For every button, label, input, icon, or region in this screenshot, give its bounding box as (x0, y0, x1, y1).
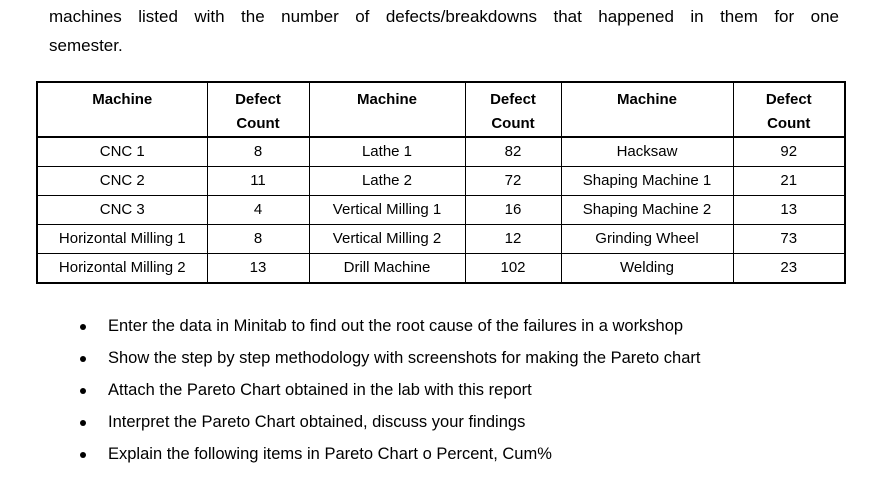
table-cell: 72 (465, 167, 561, 196)
list-item (80, 375, 701, 407)
table-cell: 8 (207, 137, 309, 167)
table-row (37, 167, 845, 196)
table-cell: CNC 3 (37, 196, 207, 225)
table-cell: Shaping Machine 1 (561, 167, 733, 196)
table-row (37, 137, 845, 167)
list-item (80, 407, 701, 439)
table-cell: Lathe 1 (309, 137, 465, 167)
table-row (37, 225, 845, 254)
table-cell: Lathe 2 (309, 167, 465, 196)
list-item-text: Enter the data in Minitab to find out the root cause of the failures in a workshop (108, 317, 684, 335)
bullet-dot-icon (80, 356, 86, 362)
table-cell: 12 (465, 225, 561, 254)
table-cell: Horizontal Milling 1 (37, 225, 207, 254)
bullet-dot-icon (80, 324, 86, 330)
list-item (80, 343, 701, 375)
intro-paragraph (49, 2, 839, 60)
table-cell: Drill Machine (309, 254, 465, 284)
intro-line-2: semester. (49, 36, 123, 55)
header-defect-count-1: Defect Count (207, 82, 309, 137)
header-machine-3: Machine (561, 82, 733, 137)
table-cell: 11 (207, 167, 309, 196)
table-cell: Vertical Milling 1 (309, 196, 465, 225)
table-cell: CNC 1 (37, 137, 207, 167)
task-bullet-list (80, 311, 701, 471)
list-item (80, 311, 701, 343)
table-cell: 8 (207, 225, 309, 254)
table-cell: 21 (733, 167, 845, 196)
defect-count-table (36, 81, 846, 284)
header-machine-1: Machine (37, 82, 207, 137)
list-item-text: Explain the following items in Pareto Chart o Percent, Cum% (108, 445, 552, 463)
table-row (37, 196, 845, 225)
table-cell: Grinding Wheel (561, 225, 733, 254)
table-cell: Welding (561, 254, 733, 284)
table-cell: CNC 2 (37, 167, 207, 196)
bullet-dot-icon (80, 388, 86, 394)
table-cell: 13 (733, 196, 845, 225)
list-item (80, 439, 701, 471)
bullet-dot-icon (80, 452, 86, 458)
bullet-dot-icon (80, 420, 86, 426)
list-item-text: Show the step by step methodology with screenshots for making the Pareto chart (108, 349, 701, 367)
table-row (37, 254, 845, 284)
header-defect-count-2: Defect Count (465, 82, 561, 137)
table-header-row (37, 82, 845, 137)
header-defect-count-3: Defect Count (733, 82, 845, 137)
table-cell: 73 (733, 225, 845, 254)
intro-line-1: machines listed with the number of defects/breakdowns that happened in them for one (49, 7, 839, 26)
table-cell: Shaping Machine 2 (561, 196, 733, 225)
table-cell: Hacksaw (561, 137, 733, 167)
table-cell: 23 (733, 254, 845, 284)
table-cell: 92 (733, 137, 845, 167)
list-item-text: Interpret the Pareto Chart obtained, discuss your findings (108, 413, 526, 431)
table-cell: 4 (207, 196, 309, 225)
list-item-text: Attach the Pareto Chart obtained in the lab with this report (108, 381, 532, 399)
header-machine-2: Machine (309, 82, 465, 137)
table-cell: 82 (465, 137, 561, 167)
table-cell: Vertical Milling 2 (309, 225, 465, 254)
table-cell: Horizontal Milling 2 (37, 254, 207, 284)
table-cell: 16 (465, 196, 561, 225)
table-cell: 102 (465, 254, 561, 284)
table-cell: 13 (207, 254, 309, 284)
